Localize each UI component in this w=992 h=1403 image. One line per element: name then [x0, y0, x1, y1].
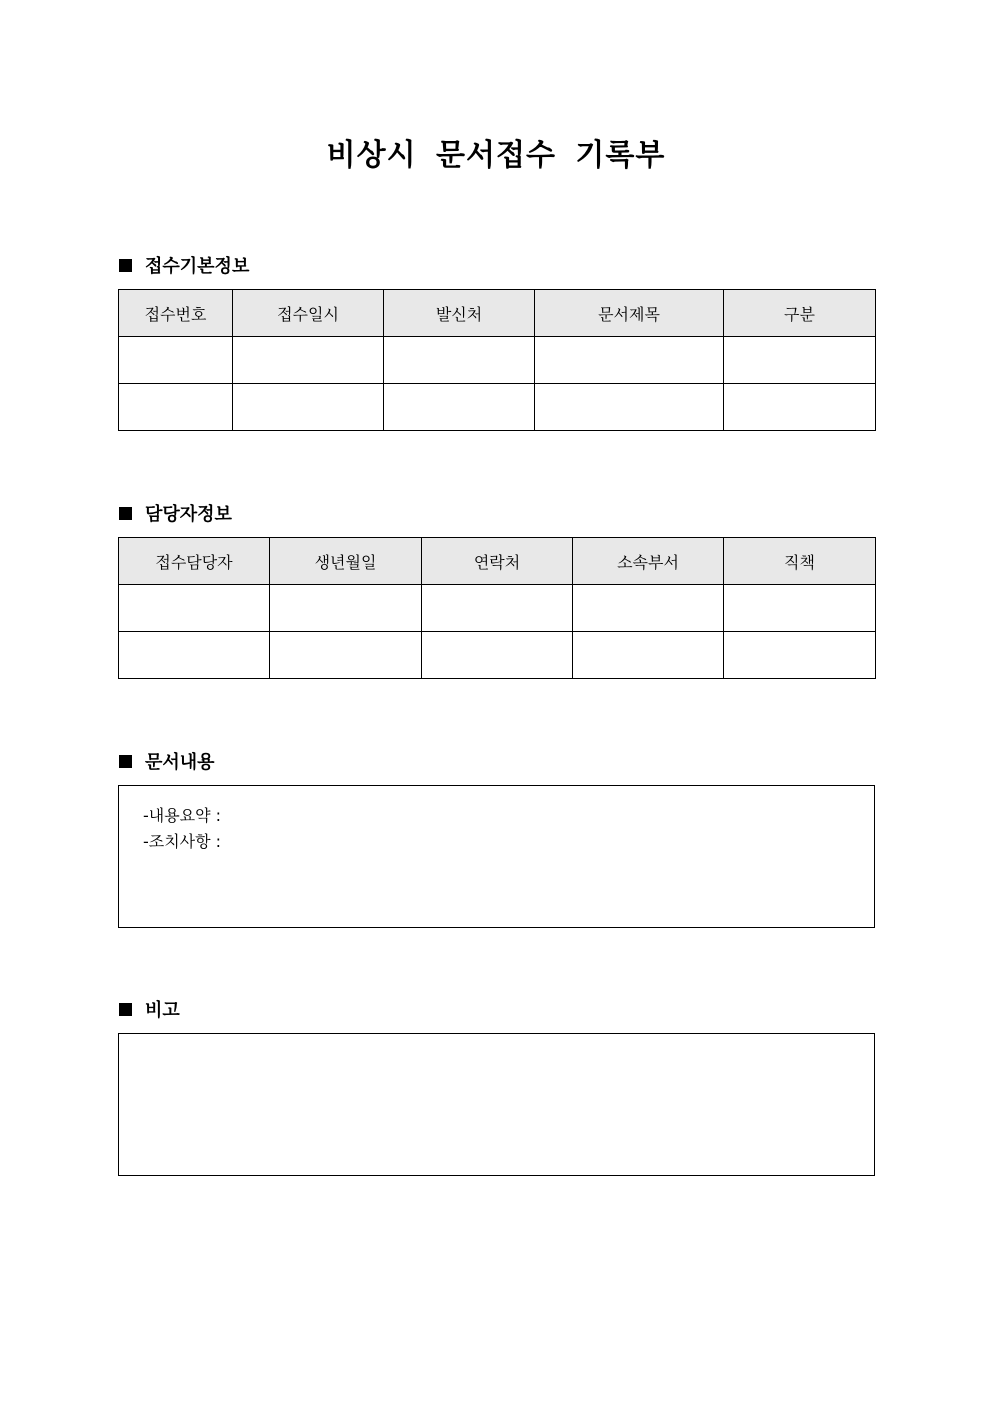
- table-row: [119, 384, 876, 431]
- column-header: 연락처: [422, 538, 573, 585]
- column-header: 문서제목: [535, 290, 724, 337]
- action-line: -조치사항 :: [143, 832, 222, 851]
- table-cell[interactable]: [724, 384, 876, 431]
- table-header-row: [119, 538, 876, 585]
- table-cell[interactable]: [535, 337, 724, 384]
- staff-info-table: [118, 537, 876, 679]
- table-cell[interactable]: [119, 632, 270, 679]
- table-cell[interactable]: [119, 384, 233, 431]
- column-header: 발신처: [384, 290, 535, 337]
- section-heading-receipt: [119, 252, 249, 278]
- table-cell[interactable]: [233, 337, 384, 384]
- section-heading-label: 담당자정보: [145, 504, 232, 525]
- document-title: 비상시 문서접수 기록부: [326, 138, 666, 173]
- section-heading-label: 문서내용: [145, 752, 215, 773]
- table-cell[interactable]: [119, 337, 233, 384]
- table-row: [119, 337, 876, 384]
- table-cell[interactable]: [535, 384, 724, 431]
- table-cell[interactable]: [119, 585, 270, 632]
- table-cell[interactable]: [573, 632, 724, 679]
- table-header-row: [119, 290, 876, 337]
- section-heading-label: 비고: [145, 1000, 180, 1021]
- table-cell[interactable]: [422, 632, 573, 679]
- table-cell[interactable]: [422, 585, 573, 632]
- table-cell[interactable]: [384, 384, 535, 431]
- column-header: 직책: [724, 538, 876, 585]
- table-cell[interactable]: [724, 632, 876, 679]
- column-header: 구분: [724, 290, 876, 337]
- column-header: 접수번호: [119, 290, 233, 337]
- table-cell[interactable]: [270, 585, 422, 632]
- column-header: 접수담당자: [119, 538, 270, 585]
- square-bullet-icon: [119, 507, 132, 520]
- square-bullet-icon: [119, 755, 132, 768]
- section-heading-remarks: [119, 996, 180, 1022]
- table-row: [119, 632, 876, 679]
- summary-line: -내용요약 :: [143, 806, 222, 825]
- square-bullet-icon: [119, 259, 132, 272]
- square-bullet-icon: [119, 1003, 132, 1016]
- table-cell[interactable]: [724, 585, 876, 632]
- section-heading-label: 접수기본정보: [145, 256, 250, 277]
- section-heading-staff: [119, 500, 232, 526]
- remarks-box[interactable]: [118, 1033, 875, 1176]
- column-header: 소속부서: [573, 538, 724, 585]
- receipt-info-table: [118, 289, 876, 431]
- table-row: [119, 585, 876, 632]
- table-cell[interactable]: [384, 337, 535, 384]
- table-cell[interactable]: [724, 337, 876, 384]
- content-box[interactable]: [118, 785, 875, 928]
- table-cell[interactable]: [270, 632, 422, 679]
- section-heading-content: [119, 748, 215, 774]
- table-cell[interactable]: [573, 585, 724, 632]
- column-header: 접수일시: [233, 290, 384, 337]
- column-header: 생년월일: [270, 538, 422, 585]
- table-cell[interactable]: [233, 384, 384, 431]
